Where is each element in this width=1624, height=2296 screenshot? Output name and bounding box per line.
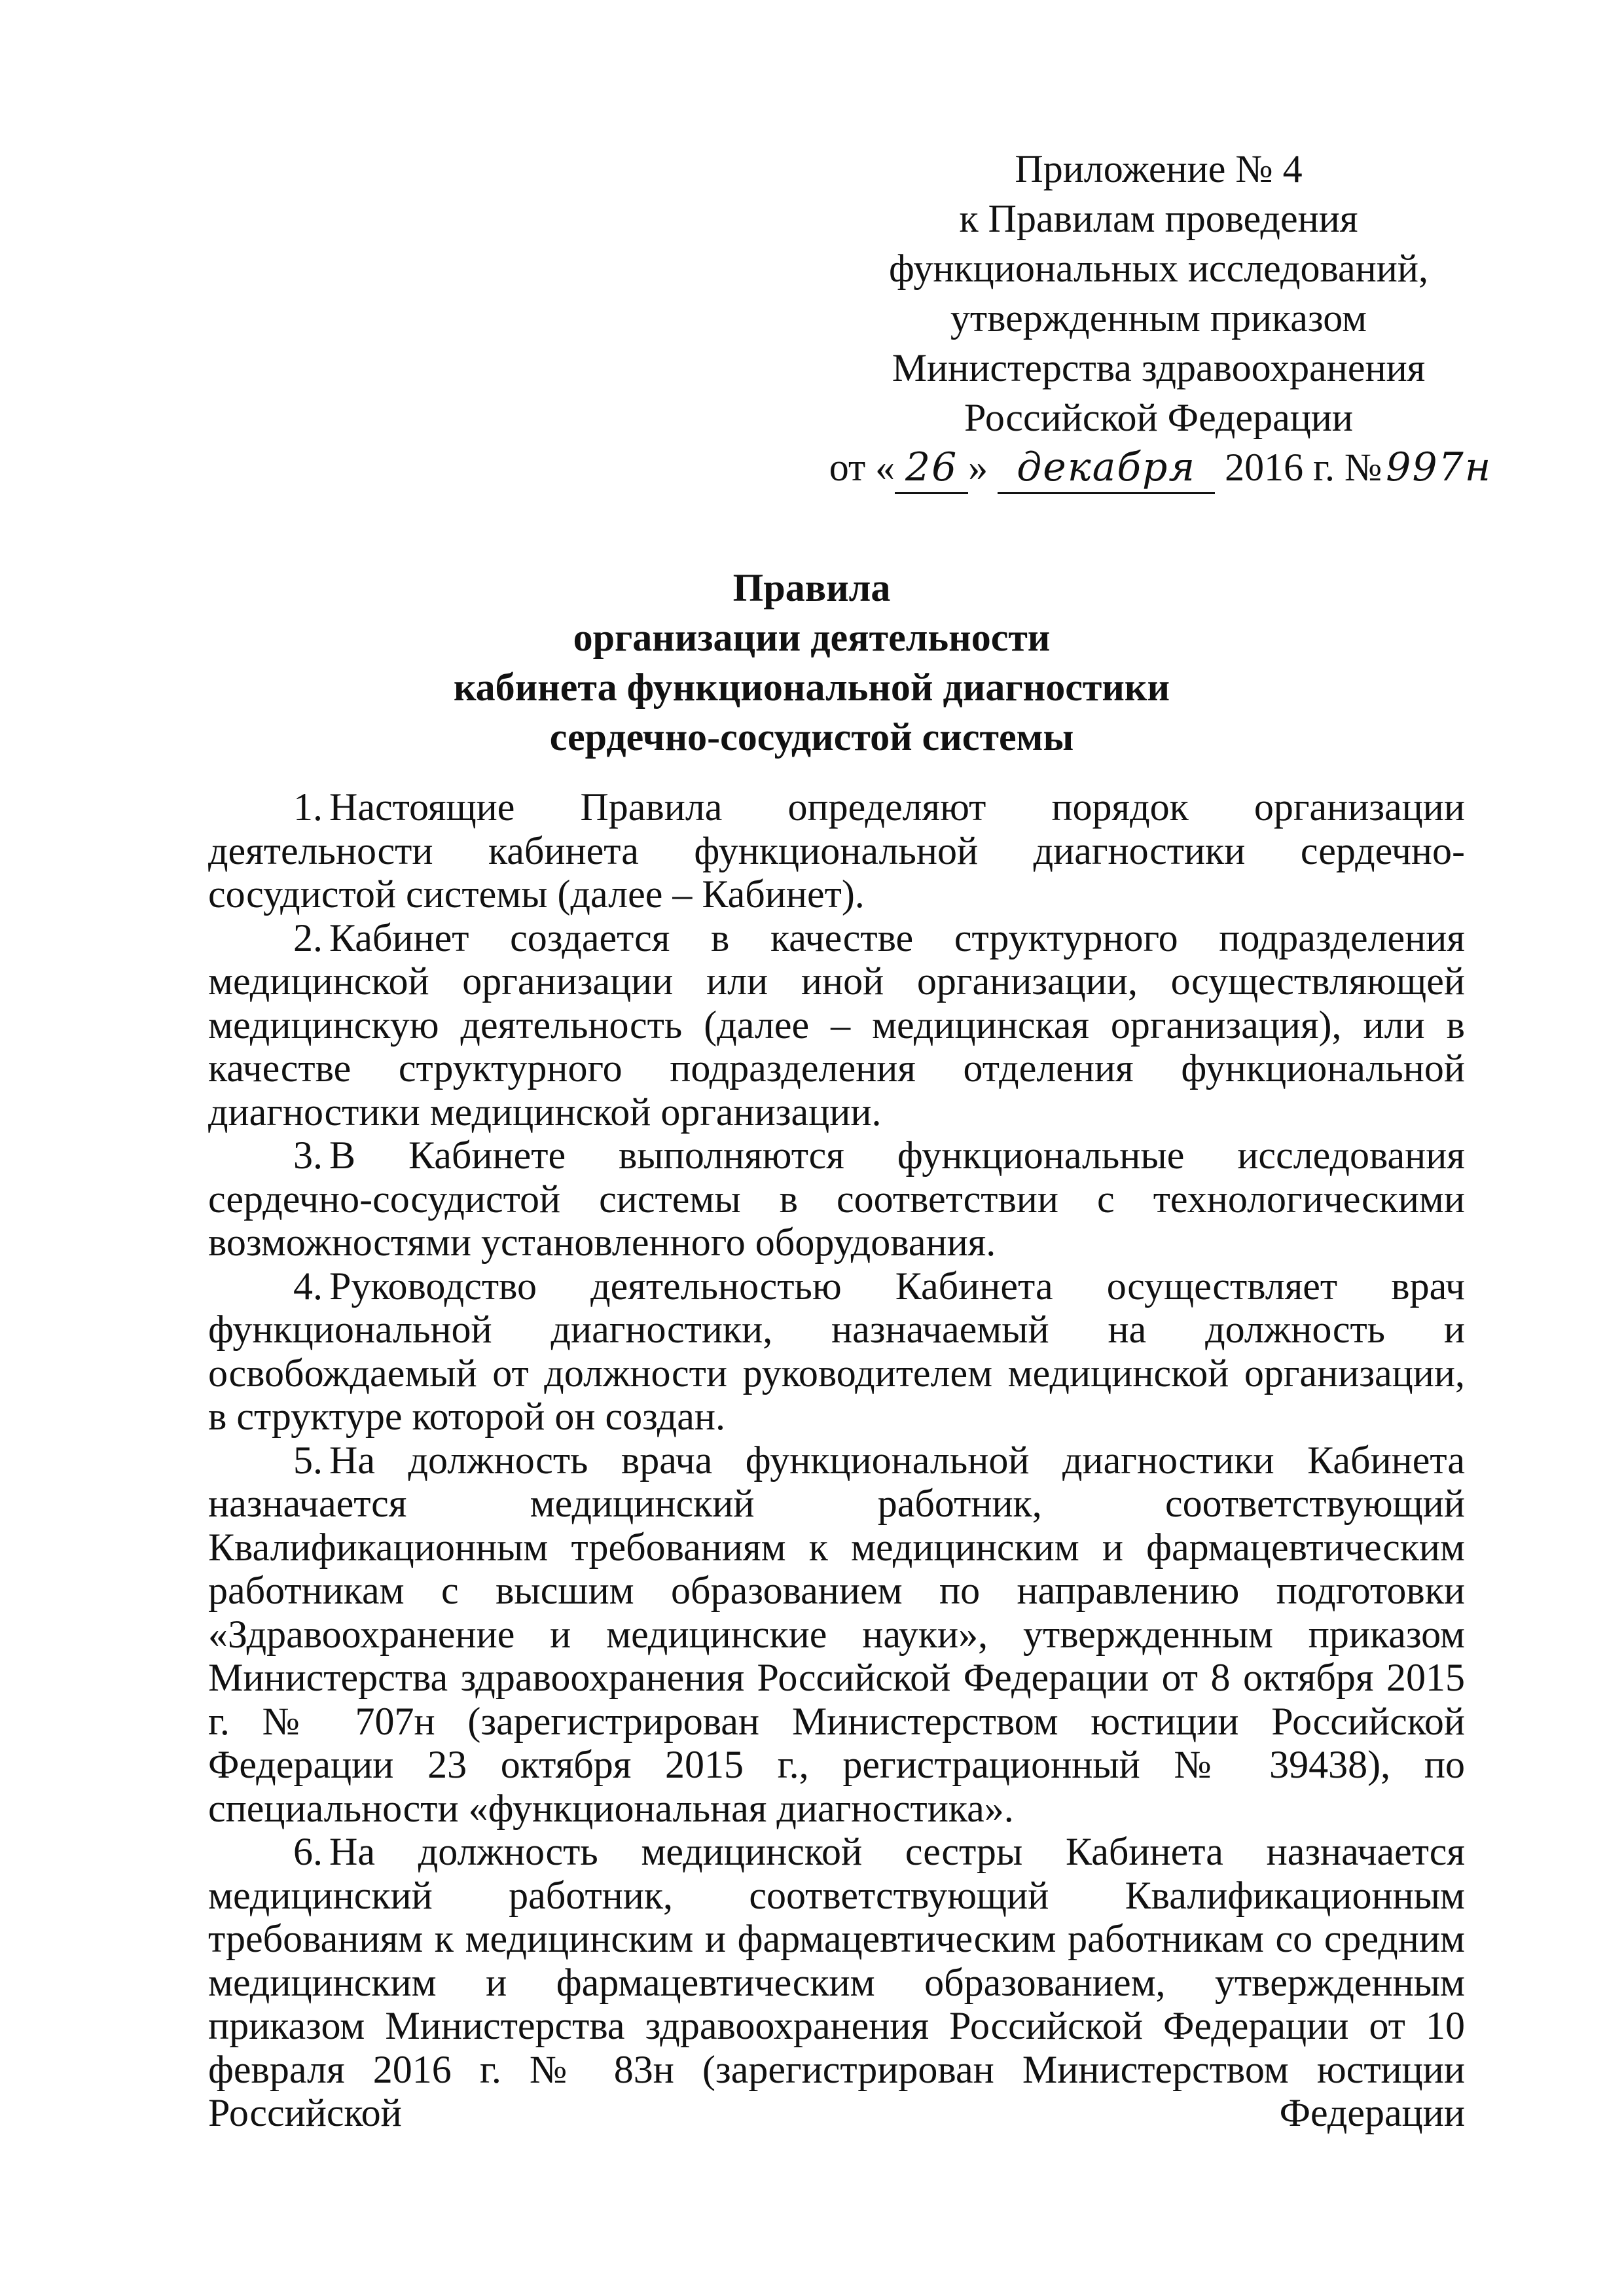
appendix-ref-line: Российской Федерации — [964, 396, 1354, 439]
appendix-ref-line: Министерства здравоохранения — [892, 346, 1426, 389]
appendix-number: Приложение № 4 — [1015, 147, 1303, 190]
paragraph-3 — [208, 1134, 1465, 1265]
order-date-line — [805, 442, 1512, 494]
appendix-ref-line: к Правилам проведения — [959, 197, 1358, 240]
date-quote-close: » — [968, 446, 988, 489]
handwritten-month: декабря — [998, 442, 1215, 494]
date-year: 2016 г. № — [1225, 446, 1382, 489]
handwritten-day: 26 — [895, 442, 968, 494]
paragraph-number: 4. — [293, 1264, 323, 1308]
document-body — [208, 785, 1465, 2135]
appendix-ref-line: функциональных исследований, — [888, 247, 1429, 290]
paragraph-1 — [208, 785, 1465, 916]
paragraph-number: 2. — [293, 916, 323, 960]
paragraph-text: В Кабинете выполняются функциональные исследования сердечно-сосудистой системы в соответствии с технологическими возможностями установленного оборудования. — [208, 1134, 1465, 1264]
appendix-header — [805, 144, 1512, 494]
paragraph-number: 5. — [293, 1438, 323, 1482]
paragraph-number: 6. — [293, 1830, 323, 1873]
paragraph-text: На должность врача функциональной диагностики Кабинета назначается медицинский работник, соответствующий Квалификационным требованиям к медицинским и фармацевтическим работникам с высшим образованием по направлению подготовки «Здравоохранение и медицинские науки», утвержденным приказом Министерства здравоохранения Российской Федерации от 8 октября 2015 г. № 707н (зарегистрирован Министерством юстиции Российской Федерации 23 октября 2015 г., регистрационный № 39438), по специальности «функциональная диагностика». — [208, 1438, 1465, 1830]
paragraph-number: 3. — [293, 1134, 323, 1177]
title-line: организации деятельности — [573, 616, 1051, 659]
paragraph-text: Руководство деятельностью Кабинета осуществляет врач функциональной диагностики, назначаемый на должность и освобождаемый от должности руководителем медицинской организации, в структуре которой он создан. — [208, 1264, 1465, 1438]
title-line: кабинета функциональной диагностики — [453, 666, 1170, 709]
date-prefix: от « — [829, 446, 895, 489]
paragraph-5 — [208, 1439, 1465, 1831]
title-line: сердечно-сосудистой системы — [549, 715, 1074, 759]
paragraph-number: 1. — [293, 785, 323, 829]
appendix-ref-line: утвержденным приказом — [950, 296, 1367, 340]
paragraph-2 — [208, 916, 1465, 1134]
paragraph-text: Настоящие Правила определяют порядок организации деятельности кабинета функциональной диагностики сердечно-сосудистой системы (далее – Кабинет). — [208, 785, 1465, 916]
document-title — [196, 563, 1427, 762]
paragraph-4 — [208, 1265, 1465, 1439]
title-line: Правила — [732, 566, 891, 609]
handwritten-order-number: 997н — [1386, 444, 1492, 490]
paragraph-6 — [208, 1830, 1465, 2135]
paragraph-text: Кабинет создается в качестве структурного подразделения медицинской организации или иной организации, осуществляющей медицинскую деятельность (далее – медицинская организация), или в качестве структурного подразделения отделения функциональной диагностики медицинской организации. — [208, 916, 1465, 1134]
paragraph-text: На должность медицинской сестры Кабинета назначается медицинский работник, соответствующий Квалификационным требованиям к медицинским и фармацевтическим работникам со средним медицинским и фармацевтическим образованием, утвержденным приказом Министерства здравоохранения Российской Федерации от 10 февраля 2016 г. № 83н (зарегистрирован Министерством юстиции Российской Федерации — [208, 1830, 1465, 2134]
